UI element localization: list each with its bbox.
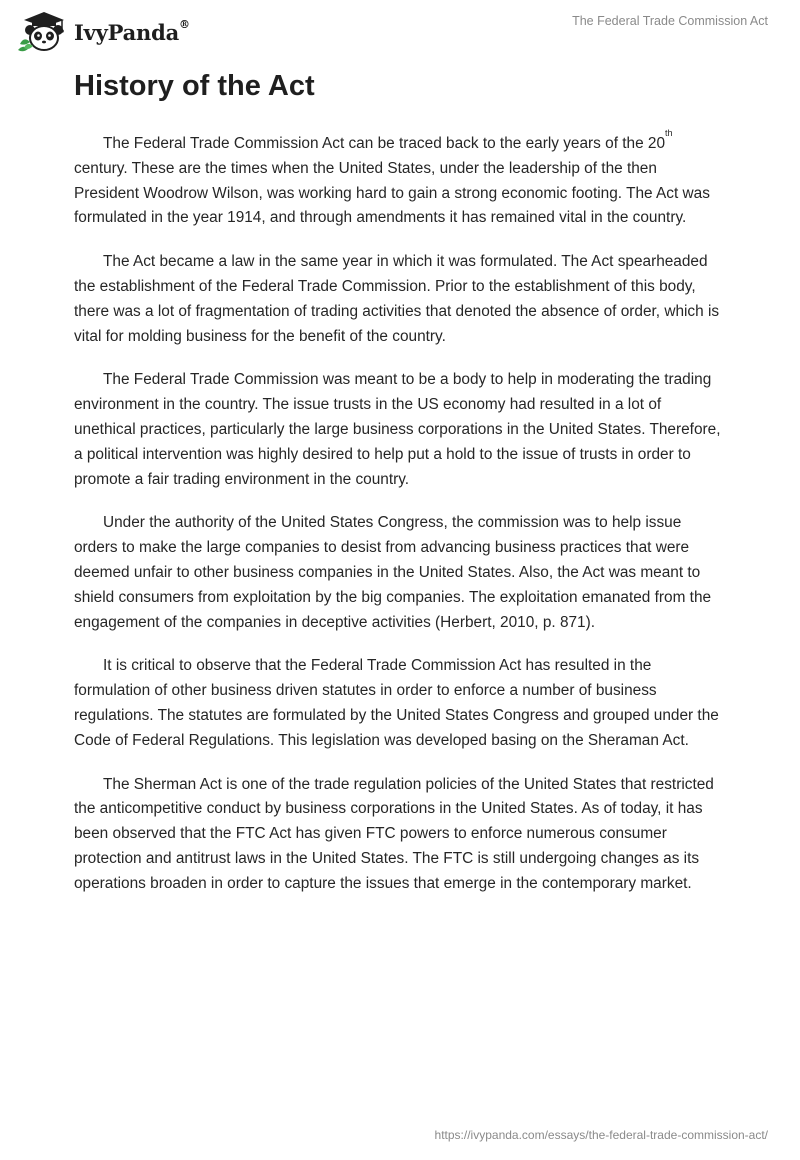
- paragraph-1-text-continued: century. These are the times when the United States, under the leadership of the then President Woodrow Wilson, was working hard to gain a strong economic footing. The Act was formulated in the year 1914, and through amendments it has remained vital in the country.: [74, 159, 710, 227]
- source-url[interactable]: https://ivypanda.com/essays/the-federal-trade-commission-act/: [434, 1128, 768, 1142]
- registered-mark: ®: [179, 17, 190, 31]
- paragraph-6: The Sherman Act is one of the trade regulation policies of the United States that restricted the anticompetitive conduct by business corporations in the United States. As of today, it has been observed that the FTC Act has given FTC powers to enforce numerous consumer protection and antitrust laws in the United States. The FTC is still undergoing changes as its operations broaden in order to capture the issues that emerge in the contemporary market.: [74, 775, 714, 892]
- logo-text: IvyPanda: [74, 19, 180, 45]
- paragraph-5: It is critical to observe that the Federal Trade Commission Act has resulted in the formulation of other business driven statutes in order to enforce a number of business regulations. The statutes are formulated by the United States Congress and grouped under the Code of Federal Regulations. This legislation was developed basing on the Sheraman Act.: [74, 657, 719, 749]
- panda-graduate-icon: [14, 8, 70, 54]
- paragraph-1: [74, 128, 726, 231]
- article-body: [74, 128, 726, 916]
- page-header: [0, 0, 800, 60]
- paragraph-3: The Federal Trade Commission was meant to be a body to help in moderating the trading environment in the country. The issue trusts in the US economy had resulted in a lot of unethical practices, particularly the large business corporations in the United States. Therefore, a political intervention was highly desired to help put a hold to the issue of trusts in order to promote a fair trading environment in the country.: [74, 371, 721, 488]
- paragraph-4: Under the authority of the United States Congress, the commission was to help issue orders to make the large companies to desist from advancing business practices that were deemed unfair to other business companies in the United States. Also, the Act was meant to shield consumers from exploitation by the big companies. The exploitation emanated from the engagement of the companies in deceptive activities (Herbert, 2010, p. 871).: [74, 514, 712, 631]
- page-title: History of the Act: [74, 70, 315, 102]
- ivypanda-logo[interactable]: [14, 8, 190, 54]
- logo-wordmark: [74, 17, 190, 45]
- paragraph-2: The Act became a law in the same year in which it was formulated. The Act spearheaded the establishment of the Federal Trade Commission. Prior to the establishment of this body, there was a lot of fragmentation of trading activities that denoted the absence of order, which is vital for molding business for the benefit of the country.: [74, 253, 720, 345]
- ordinal-superscript: th: [665, 128, 673, 138]
- document-title: The Federal Trade Commission Act: [572, 14, 768, 28]
- paragraph-1-text: The Federal Trade Commission Act can be traced back to the early years of the 20: [103, 135, 666, 152]
